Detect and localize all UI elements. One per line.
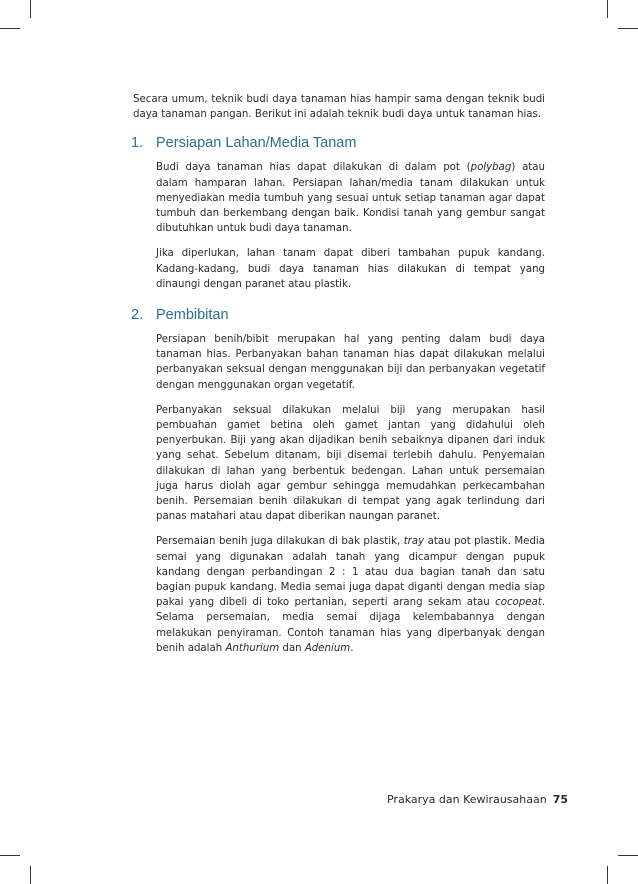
crop-mark: [618, 855, 638, 856]
text-run: dan: [279, 642, 305, 654]
crop-mark: [0, 28, 20, 29]
italic-term: Adenium: [304, 642, 351, 654]
text-run: . Selama persemaian, media semai dijaga kelembabannya dengan melakukan penyiraman. Contoh tanaman hias yang diperbanyak dengan benih adalah: [156, 597, 545, 654]
text-run: ) atau dalam hamparan lahan. Persiapan lahan/media tanam dilakukan untuk menyediakan media tumbuh yang sesuai untuk setiap tanaman agar dapat tumbuh dan berkembang dengan baik. Kondisi tanah yang gembur sangat dibutuhkan untuk budi daya tanaman.: [156, 162, 545, 235]
italic-term: tray: [403, 536, 425, 548]
crop-mark: [607, 0, 608, 18]
text-run: .: [350, 642, 354, 654]
italic-term: polybag: [470, 162, 512, 174]
crop-mark: [618, 28, 638, 29]
page-footer: [387, 793, 568, 806]
paragraph: [156, 160, 545, 236]
crop-mark: [607, 866, 608, 884]
section-heading: [131, 134, 545, 152]
paragraph: [156, 534, 545, 656]
text-run: atau pot plastik. Media semai yang digunakan adalah tanah yang dicampur dengan pupuk kandang dengan perbandingan 2 : 1 atau dua bagian tanah dan satu bagian pupuk kandang. Media semai juga dapat diganti dengan media siap pakai yang dibeli di toko pertanian, seperti arang sekam atau: [156, 536, 545, 609]
section-number: 2.: [131, 307, 144, 324]
section-heading: [131, 306, 545, 324]
section-title: Persiapan Lahan/Media Tanam: [156, 135, 357, 152]
page-content: [133, 92, 545, 666]
section-title: Pembibitan: [156, 307, 229, 324]
book-title: Prakarya dan Kewirausahaan: [386, 793, 547, 806]
crop-mark: [0, 855, 20, 856]
paragraph: Jika diperlukan, lahan tanam dapat diberi tambahan pupuk kandang. Kadang-kadang, budi daya tanaman hias dilakukan di tempat yang dinaungi dengan paranet atau plastik.: [156, 248, 545, 290]
text-run: Persemaian benih juga dilakukan di bak plastik,: [156, 536, 404, 548]
section-persiapan-lahan: [133, 134, 545, 292]
section-number: 1.: [131, 135, 144, 152]
intro-paragraph: Secara umum, teknik budi daya tanaman hias hampir sama dengan teknik budi daya tanaman pangan. Berikut ini adalah teknik budi daya untuk tanaman hias.: [133, 94, 545, 121]
italic-term: Anthurium: [225, 642, 280, 654]
paragraph: Perbanyakan seksual dilakukan melalui biji yang merupakan hasil pembuahan gamet betina oleh gamet jantan yang didahului oleh penyerbukan. Biji yang akan dijadikan benih sebaiknya dipanen dari induk yang sehat. Sebelum ditanam, biji disemai terlebih dahulu. Penyemaian dilakukan di lahan yang berbentuk bedengan. Lahan untuk persemaian juga harus diolah agar gembur sehingga memudahkan perkecambahan benih. Persemaian benih dilakukan di tempat yang agak terlindung dari panas matahari atau dapat diberikan naungan paranet.: [156, 404, 545, 523]
crop-mark: [30, 866, 31, 884]
page-number: 75: [552, 793, 568, 806]
text-run: Budi daya tanaman hias dapat dilakukan di dalam pot (: [156, 162, 471, 174]
section-pembibitan: [133, 306, 545, 656]
paragraph: Persiapan benih/bibit merupakan hal yang penting dalam budi daya tanaman hias. Perbanyakan bahan tanaman hias dapat dilakukan melalui perbanyakan seksual dengan menggunakan biji dan perbanyakan vegetatif dengan menggunakan organ vegetatif.: [156, 334, 545, 391]
italic-term: cocopeat: [495, 597, 542, 609]
crop-mark: [30, 0, 31, 18]
